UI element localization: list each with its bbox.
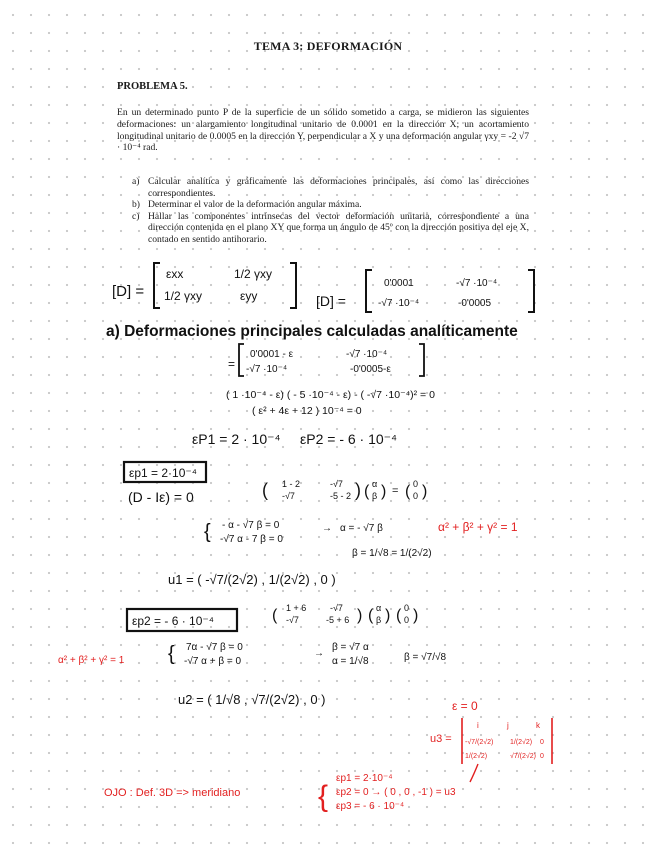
system-result: α = 1/√8 [332,656,369,667]
section-heading: a) Deformaciones principales calculadas analíticamente [106,323,518,340]
svg-text:(: ( [368,607,374,624]
matrix-cell: -√7 ·10⁻⁴ [456,278,498,289]
det-cell: k [536,721,540,730]
system-result: β = √7 α [332,642,369,653]
matrix-cell: -√7 [282,491,295,501]
svg-text:): ) [385,607,391,624]
det-cell: √7/(2√2) [510,753,536,760]
system-result: β = 1/√8 = 1/(2√2) [352,548,432,559]
normalization-note: α² + β² + γ² = 1 [438,520,518,534]
det-cell: 0 [540,739,544,746]
svg-text:{: { [168,643,175,665]
characteristic-equation-2: ( ε² + 4ε + 12 ) 10⁻⁴ = 0 [252,405,362,417]
matrix-cell: 1/2 γxy [234,267,273,281]
det-cell: 0 [540,753,544,760]
eigenvector: u1 = ( -√7/(2√2) , 1/(2√2) , 0 ) [168,572,336,587]
final-note: OJO : Def. 3D => meridiano [104,787,241,799]
det-cell: 1/(2√2) [510,739,533,746]
bracket-left [366,270,372,312]
problem-statement: En un determinado punto P de la superficie de un sólido sometido a carga, se midieron las siguientes deformaciones: un alargamiento longitudinal unitario de 0.0001 en la dirección X; un acortamiento longitudinal unitario de 0.0005 en la dirección Y, perpendicular a X y una deformación angular γxy = -2 √7 · 10⁻⁴ rad. [117,107,529,154]
matrix-cell: -√7 [330,603,343,613]
matrix-cell: εyy [240,289,258,303]
matrix-cell: -0'0005 [458,298,492,309]
matrix-cell: 1/2 γxy [164,289,203,303]
matrix-label-2: [D] = [316,293,346,309]
det-cell: -√7/(2√2) [465,739,494,746]
svg-text:): ) [422,483,428,500]
system-label: (D - Iε) = 0 [128,489,194,505]
task-letter: c) [132,210,140,222]
svg-text:=: = [228,357,236,371]
matrix-cell: -√7 [330,479,343,489]
det-cell: 1/(2√2) [465,753,488,760]
eps3-note: ε = 0 [452,699,478,713]
eigenvalue: εP2 = - 6 · 10⁻⁴ [300,431,398,447]
boxed-result-text: εp2 = - 6 · 10⁻⁴ [132,614,214,628]
final-line: εp1 = 2·10⁻⁴ [336,773,393,784]
task-text: Determinar el valor de la deformación angular máxima. [148,199,362,211]
vector-cell: 0 [404,615,410,625]
bracket-right [528,270,534,312]
svg-text:(: ( [272,607,278,624]
svg-text:{: { [204,521,211,543]
svg-text:): ) [355,480,361,500]
svg-text:): ) [357,607,363,624]
matrix-cell: -√7 ·10⁻⁴ [246,364,288,375]
svg-text:(: ( [396,607,402,624]
vector-cell: 0 [404,603,410,613]
bracket-right [290,263,296,308]
system-equation: -√7 α + β = 0 [184,656,242,667]
svg-text:{: { [318,780,329,813]
final-line: εp2 = 0 → ( 0 , 0 , -1 ) = u3 [336,787,456,798]
matrix-cell: 0'0001 [384,278,414,289]
svg-text:): ) [413,607,419,624]
svg-text:→: → [322,523,332,534]
svg-text:→: → [314,648,324,659]
system-result: β = √7/√8 [404,652,447,663]
matrix-cell: -√7 [286,615,299,625]
svg-text:(: ( [405,483,411,500]
det-cell: i [477,721,479,730]
task-text: Hallar las componentes intrínsecas del vector deformación unitaria, correspondiente a una dirección contenida en el plano XY que forma un ángulo de 45º con la dirección positiva del eje X, contado en sentido antihorario. [148,210,529,245]
vector-cell: 0 [413,479,419,489]
matrix-cell: -0'0005-ε [350,364,391,375]
eigenvalue: εP1 = 2 · 10⁻⁴ [192,431,281,447]
normalization-note: α² + β² + γ² = 1 [58,655,125,666]
vector-cell: α [376,603,382,613]
vector-cell: β [376,615,382,625]
bracket-left [154,263,160,308]
u3-label: u3 = [430,733,452,745]
svg-text:): ) [381,483,387,500]
matrix-label: [D] = [112,283,145,300]
system-equation: 7α - √7 β = 0 [186,642,243,653]
task-text: Calcular analítica y gráficamente las deformaciones principales, así como las direcciones correspondientes. [148,176,529,199]
page-title: TEMA 3: DEFORMACIÓN [253,39,403,53]
task-letter: a) [132,176,140,187]
task-letter: b) [132,199,140,211]
matrix-cell: 1 - 2 [282,479,301,489]
vector-cell: β [372,491,378,501]
svg-text:(: ( [262,480,268,500]
boxed-result-text: εp1 = 2·10⁻⁴ [129,466,197,480]
eigenvector: u2 = ( 1/√8 , √7/(2√2) , 0 ) [178,692,326,707]
matrix-cell: εxx [166,267,184,281]
characteristic-equation: ( 1 ·10⁻⁴ - ε) ( - 5 ·10⁻⁴ - ε) - ( -√7 ·10⁻⁴)² = 0 [226,389,435,401]
det-cell: j [507,721,509,730]
svg-text:=: = [392,485,399,497]
system-equation: - α - √7 β = 0 [222,520,280,531]
vector-cell: 0 [413,491,419,501]
system-equation: -√7 α - 7 β = 0 [220,534,283,545]
matrix-cell: -5 - 2 [330,491,352,501]
matrix-cell: -5 + 6 [326,615,350,625]
matrix-cell: -√7 ·10⁻⁴ [378,298,420,309]
final-line: εp3 = - 6 · 10⁻⁴ [336,801,405,812]
matrix-cell: 0'0001 - ε [250,349,294,360]
matrix-cell: 1 + 6 [286,603,307,613]
svg-text:(: ( [364,483,370,500]
problem-label: PROBLEMA 5. [117,81,188,92]
system-result: α = - √7 β [340,523,383,534]
matrix-cell: -√7 ·10⁻⁴ [346,349,388,360]
vector-cell: α [372,479,378,489]
